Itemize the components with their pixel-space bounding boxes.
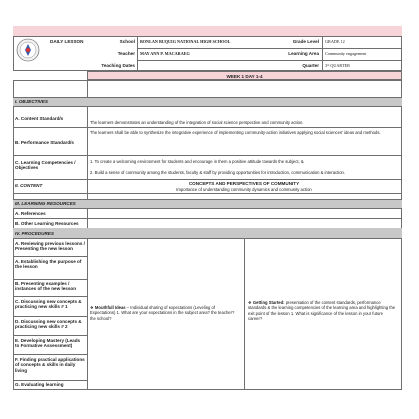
performance-standards-text: The learners shall be able to synthesize the integrative experience of implementing community-action initiatives applying social sciences' ideas and methods. <box>90 130 381 135</box>
objectives-heading: I. OBJECTIVES <box>15 99 48 104</box>
quarter-value: 3ʳᵈ QUARTER <box>325 63 350 68</box>
content-subtitle: Importance of understanding community dynamics and community action <box>176 187 312 192</box>
grade-level-label: Grade Level <box>292 39 319 44</box>
school-label: School <box>119 39 135 44</box>
bullet-diamond-icon: ❖ <box>90 305 95 310</box>
bullet-diamond-icon: ❖ <box>248 300 253 305</box>
performance-standards-label: B. Performance Standard/s <box>15 140 74 145</box>
getting-started-text: presentation of the content standards, performance standards & the learning competencies of the learning area and highlighting the exit point of the lesson 1. What is significance of the lesson in your future career? <box>248 300 396 321</box>
references-label: A. References <box>15 211 46 216</box>
procedure-e: D. Discussing new concepts & practicing new skills # 2 <box>15 319 82 330</box>
learning-area-value: Community engagement <box>325 51 367 56</box>
procedure-c: B. Presenting examples / instances of the new lesson <box>15 281 77 292</box>
mouthfull-ideas-activity <box>90 305 240 321</box>
mouthfull-ideas-title: Mouthfull Ideas <box>94 305 126 310</box>
content-standards-text: The learners demonstrates an understanding of the integration of social science perspective and community action. <box>90 120 304 125</box>
procedure-b: A. Establishing the purpose of the lesson <box>15 259 82 270</box>
top-pink-bar <box>13 26 402 36</box>
learning-area-label: Learning Area <box>288 51 319 56</box>
daily-lesson-title: DAILY LESSON <box>50 39 84 44</box>
quarter-label: Quarter <box>302 63 319 68</box>
getting-started-activity <box>248 300 398 321</box>
competency-2: 2. Build a sense of community among the students, faculty & staff by providing opportunities for introduction, communication & interaction. <box>90 170 346 175</box>
procedure-f: E. Developing Mastery (Leads to Formative Assessment) <box>15 338 81 349</box>
procedure-h: G. Evaluating learning <box>15 382 64 387</box>
content-title: CONCEPTS AND PERSPECTIVES OF COMMUNITY <box>188 181 300 186</box>
content-standards-label: A. Content Standard/s <box>15 116 64 121</box>
teacher-value: MAY ANN P. MACARAEG <box>140 51 190 56</box>
teacher-label: Teacher <box>117 51 135 56</box>
learning-competencies-label: C. Learning Competencies / Objectives <box>15 160 76 171</box>
teaching-dates-label: Teaching Dates <box>101 63 135 68</box>
school-value: BONLAN BUQUIG NATIONAL HIGH SCHOOL <box>140 39 231 44</box>
procedure-a: A. Reviewing previous lessons / Presenting the new lesson <box>15 241 85 252</box>
procedures-heading: IV. PROCEDURES <box>15 231 54 236</box>
procedure-d: C. Discussing new concepts & practicing new skills # 1 <box>15 299 82 310</box>
competency-1: 1. To create a welcoming environment for students and encourage in them a positive attitude towards the subject, & <box>90 159 304 164</box>
week-bar: WEEK 1 DAY 1-4 <box>87 71 402 80</box>
mouthfull-ideas-text: – Individual sharing of expectations (Leveling of Expectations) 1. What are your expectations in the subject area? the teacher? the school? <box>90 305 235 321</box>
content-heading: II. CONTENT <box>15 183 43 188</box>
getting-started-title: Getting Started: <box>252 300 285 305</box>
grade-level-value: GRADE 12 <box>325 39 345 44</box>
learning-resources-heading: III. LEARNING RESOURCES <box>15 201 76 206</box>
deped-seal-logo <box>16 38 40 62</box>
other-resources-label: B. Other Learning Resources <box>15 221 79 226</box>
procedure-g: F. Finding practical applications of concepts & skills in daily living <box>15 357 85 373</box>
